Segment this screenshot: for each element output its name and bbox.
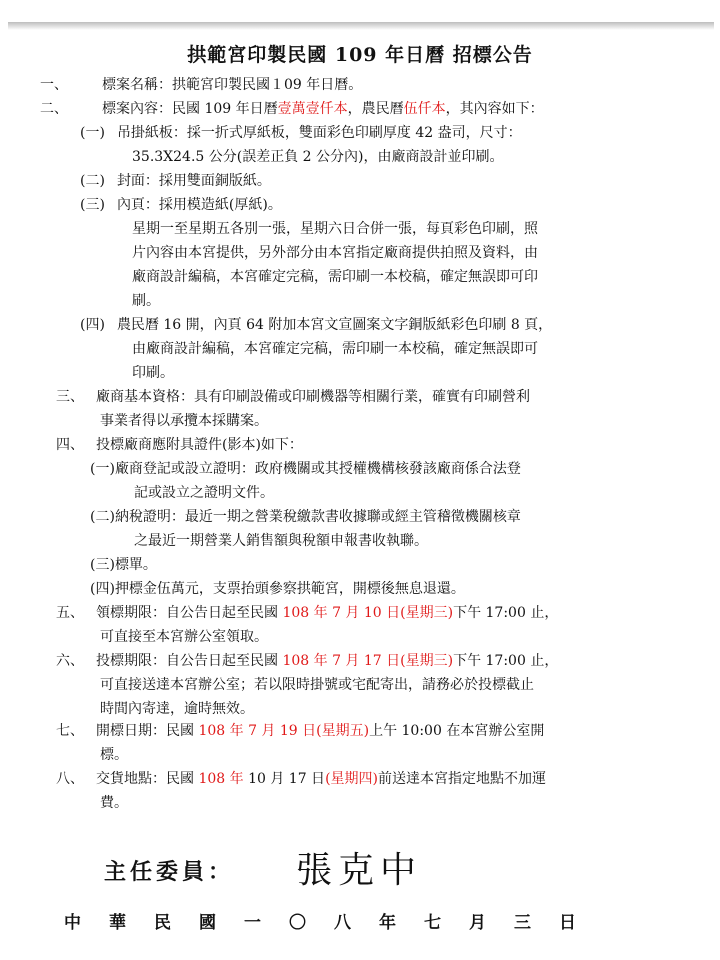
- item-2-1: (一) 吊掛紙板：採一折式厚紙板，雙面彩色印刷厚度 42 盎司，尺寸：: [80, 125, 522, 141]
- calendar-quantity: 壹萬壹仟本: [277, 101, 348, 117]
- signature-title: 主任委員：: [104, 859, 235, 885]
- item-4-2-cont: 之最近一期營業人銷售額與稅額申報書收執聯。: [134, 533, 428, 549]
- item-2-3: (三) 內頁：採用模造紙(厚紙)。: [80, 197, 282, 213]
- item-1: 一、 標案名稱：拱範宮印製民國１09 年日曆。: [40, 77, 363, 93]
- item-5-cont: 可直接至本宮辦公室領取。: [100, 629, 268, 645]
- item-7-cont: 標。: [100, 747, 128, 763]
- item-2-3-cont-1: 星期一至星期五各別一張，星期六日合併一張，每頁彩色印刷，照: [132, 221, 538, 237]
- item-6: 六、 投標期限：自公告日起至民國 108 年 7 月 17 日(星期三)下午 17:00 止，: [56, 653, 559, 669]
- item-4-2: (二)納稅證明：最近一期之營業稅繳款書收據聯或經主管稽徵機關核章: [90, 509, 521, 525]
- signature-name: 張克中: [296, 850, 423, 891]
- announcement-date: 中華民國一〇八年七月三日: [64, 913, 604, 933]
- almanac-quantity: 伍仟本: [403, 101, 446, 117]
- item-3: 三、 廠商基本資格：具有印刷設備或印刷機器等相關行業，確實有印刷營利: [56, 389, 530, 405]
- item-2-3-cont-3: 廠商設計編稿，本宮確定完稿，需印刷一本校稿，確定無誤即可印: [132, 269, 538, 285]
- delivery-weekday: (星期四): [325, 771, 378, 787]
- item-2-3-cont-4: 刷。: [132, 293, 160, 309]
- bid-collection-deadline: 108 年 7 月 10 日(星期三): [282, 605, 454, 621]
- item-7: 七、 開標日期：民國 108 年 7 月 19 日(星期五)上午 10:00 在本宮辦公室開: [56, 723, 545, 739]
- item-2: 二、 標案內容：民國 109 年日曆壹萬壹仟本，農民曆伍仟本，其內容如下：: [40, 101, 544, 117]
- item-8: 八、 交貨地點：民國 108 年 10 月 17 日(星期四)前送達本宮指定地點不加運: [56, 771, 546, 787]
- item-2-1-cont: 35.3X24.5 公分(誤差正負 2 公分內)，由廠商設計並印刷。: [132, 149, 504, 165]
- item-2-4-cont-1: 由廠商設計編稿，本宮確定完稿，需印刷一本校稿，確定無誤即可: [132, 341, 538, 357]
- item-6-cont-2: 時間內寄達，逾時無效。: [100, 701, 254, 717]
- item-4-3: (三)標單。: [90, 557, 157, 573]
- item-2-2: (二) 封面：採用雙面銅版紙。: [80, 173, 271, 189]
- item-2-4: (四) 農民曆 16 開，內頁 64 附加本宮文宣圖案文字銅版紙彩色印刷 8 頁，: [80, 317, 553, 333]
- item-6-cont-1: 可直接送達本宮辦公室；若以限時掛號或宅配寄出，請務必於投標截止: [100, 677, 534, 693]
- item-3-cont: 事業者得以承攬本採購案。: [100, 413, 268, 429]
- bid-opening-date: 108 年 7 月 19 日(星期五): [198, 723, 370, 739]
- item-2-4-cont-2: 印刷。: [132, 365, 174, 381]
- item-4-1: (一)廠商登記或設立證明：政府機關或其授權機構核發該廠商係合法登: [90, 461, 521, 477]
- delivery-year: 108 年: [198, 771, 244, 787]
- item-4-1-cont: 記或設立之證明文件。: [134, 485, 274, 501]
- item-4-4: (四)押標金伍萬元，支票抬頭參察拱範宮，開標後無息退還。: [90, 581, 465, 597]
- page-title: 拱範宮印製民國 109 年日曆 招標公告: [187, 44, 533, 66]
- item-8-cont: 費。: [100, 795, 128, 811]
- item-5: 五、 領標期限：自公告日起至民國 108 年 7 月 10 日(星期三)下午 17:00 止，: [56, 605, 559, 621]
- item-4: 四、 投標廠商應附具證件(影本)如下：: [56, 437, 303, 453]
- item-2-3-cont-2: 片內容由本宮提供，另外部分由本宮指定廠商提供拍照及資料，由: [132, 245, 538, 261]
- bid-submission-deadline: 108 年 7 月 17 日(星期三): [282, 653, 454, 669]
